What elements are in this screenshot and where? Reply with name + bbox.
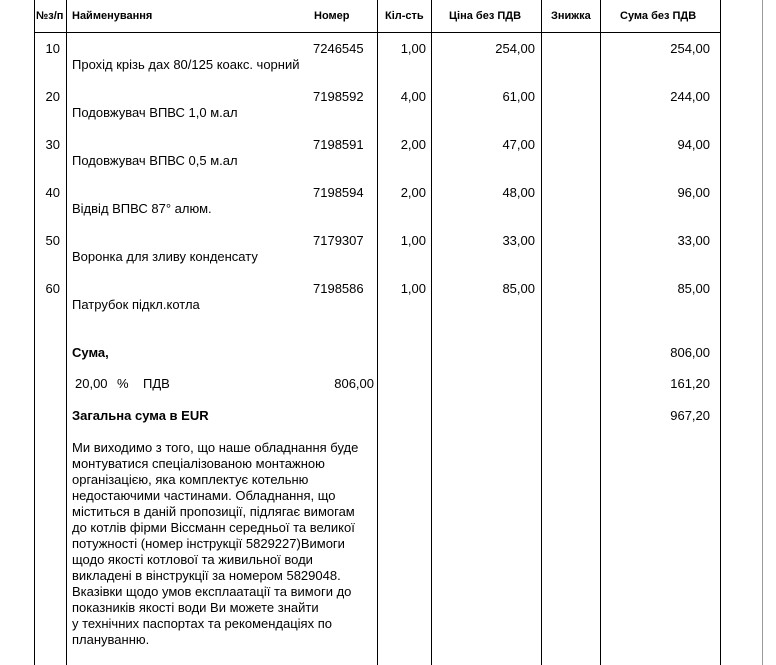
- row-qty: 2,00: [400, 185, 426, 200]
- row-price: 47,00: [502, 137, 535, 152]
- header-price: Ціна без ПДВ: [449, 10, 522, 22]
- row-code: 7179307: [313, 233, 364, 248]
- vat-base: 806,00: [334, 376, 374, 391]
- row-code: 7198594: [313, 185, 364, 200]
- row-sum: 85,00: [677, 281, 710, 296]
- row-price: 254,00: [495, 41, 535, 56]
- row-code: 7198586: [313, 281, 364, 296]
- header-code: Номер: [314, 10, 350, 22]
- row-name: Патрубок підкл.котла: [72, 297, 200, 312]
- row-qty: 4,00: [400, 89, 426, 104]
- row-name: Воронка для зливу конденсату: [72, 249, 258, 264]
- header-discount: Знижка: [551, 10, 591, 22]
- subtotal-label: Сума,: [72, 345, 109, 360]
- grid-line-price: [541, 0, 542, 665]
- vat-value: 161,20: [670, 376, 710, 391]
- row-qty: 2,00: [400, 137, 426, 152]
- page-edge: [762, 0, 763, 665]
- vat-percent: %: [117, 376, 129, 391]
- row-num: 60: [45, 281, 60, 296]
- row-name: Подовжувач ВПВС 1,0 м.ал: [72, 105, 238, 120]
- row-sum: 33,00: [677, 233, 710, 248]
- row-price: 48,00: [502, 185, 535, 200]
- row-price: 61,00: [502, 89, 535, 104]
- vat-rate: 20,00: [75, 376, 108, 391]
- row-num: 50: [45, 233, 60, 248]
- row-qty: 1,00: [400, 41, 426, 56]
- row-name: Подовжувач ВПВС 0,5 м.ал: [72, 153, 238, 168]
- header-name: Найменування: [72, 10, 153, 22]
- row-sum: 96,00: [677, 185, 710, 200]
- row-sum: 244,00: [670, 89, 710, 104]
- row-sum: 94,00: [677, 137, 710, 152]
- grand-total-label: Загальна сума в EUR: [72, 408, 209, 423]
- row-qty: 1,00: [400, 233, 426, 248]
- header-sum: Сума без ПДВ: [620, 10, 697, 22]
- row-code: 7198591: [313, 137, 364, 152]
- header-qty: Кіл-сть: [385, 10, 424, 22]
- row-price: 85,00: [502, 281, 535, 296]
- installation-note: Ми виходимо з того, що наше обладнання буде монтуватися спеціалізованою монтажною організацією, яка комплектує котельню недостаючими частинами. Обладнання, що міститься в даній пропозиції, підлягає вимогам до котлів фірми Віссманн середньої та великої потужності (номер інструкції 5829227)Вимоги щодо якості котлової та живильної води викладені в вінструкції за номером 5829048. Вказівки щодо умов експлаатації та вимоги до показників якості води Ви можете знайти у технічних паспортах та рекомендаціях по плануванню.: [72, 440, 359, 647]
- row-num: 30: [45, 137, 60, 152]
- grand-total-value: 967,20: [670, 408, 710, 423]
- row-qty: 1,00: [400, 281, 426, 296]
- header-separator: [34, 32, 721, 33]
- vat-label: ПДВ: [143, 376, 170, 391]
- subtotal-value: 806,00: [670, 345, 710, 360]
- header-num: №з/п: [36, 10, 64, 22]
- grid-line-right: [720, 0, 721, 665]
- row-num: 40: [45, 185, 60, 200]
- row-name: Відвід ВПВС 87° алюм.: [72, 201, 212, 216]
- row-sum: 254,00: [670, 41, 710, 56]
- row-price: 33,00: [502, 233, 535, 248]
- row-code: 7198592: [313, 89, 364, 104]
- grid-line-num: [66, 0, 67, 665]
- row-num: 10: [45, 41, 60, 56]
- row-code: 7246545: [313, 41, 364, 56]
- row-name: Прохід крізь дах 80/125 коакс. чорний: [72, 57, 300, 72]
- row-num: 20: [45, 89, 60, 104]
